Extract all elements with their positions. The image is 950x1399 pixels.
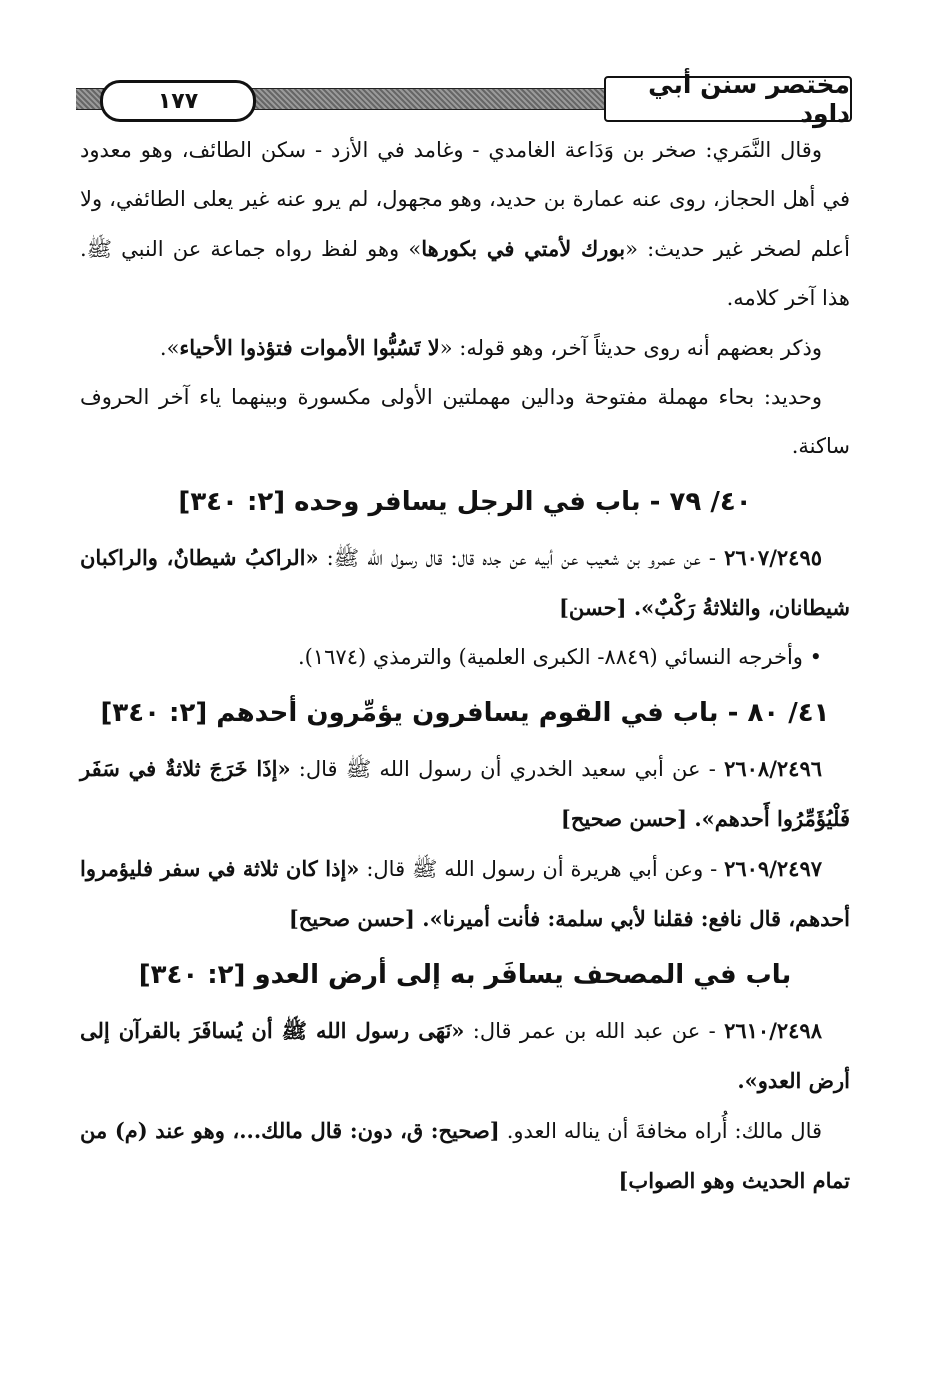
hadith-2610: ٢٦١٠/٢٤٩٨ - عن عبد الله بن عمر قال: «نَهَى رسول الله ﷺ أن يُسافَرَ بالقرآن إلى أرض العدو». xyxy=(80,1018,850,1093)
hadith-matn: «الراكبُ شيطانٌ، والراكبان شيطانان، والثلاثةُ رَكْبٌ». [حسن] xyxy=(80,545,850,620)
grading-note: [صحيح: ق، دون: قال مالك...، وهو عند (م) من تمام الحديث وهو الصواب] xyxy=(80,1118,850,1193)
chapter-heading-80: ٤١/ ٨٠ - باب في القوم يسافرون يؤمِّرون أحدهم [٢: ٣٤٠] xyxy=(100,698,830,728)
takhrij-note: • وأخرجه النسائي (٨٨٤٩- الكبرى العلمية) والترمذي (١٦٧٤). xyxy=(297,645,822,669)
quoted-hadith: لا تَسُبُّوا الأموات فتؤذوا الأحياء xyxy=(179,335,440,360)
hadith-matn: «إذا كان ثلاثة في سفر فليؤمروا أحدهم، قال نافع: فقلنا لأبي سلمة: فأنت أميرنا». [حسن صحيح] xyxy=(80,856,850,931)
book-title xyxy=(604,70,852,128)
hadith-2609: ٢٦٠٩/٢٤٩٧ - وعن أبي هريرة أن رسول الله ﷺ قال: «إذا كان ثلاثة في سفر فليؤمروا أحدهم، قال نافع: فقلنا لأبي سلمة: فأنت أميرنا». [حسن صحيح] xyxy=(80,856,850,931)
chapter-heading-mushaf: باب في المصحف يسافَر به إلى أرض العدو [٢: ٣٤٠] xyxy=(138,960,792,990)
hadith-2607: ٢٦٠٧/٢٤٩٥ - عن عمرو بن شعيب عن أبيه عن جده قال: قال رسول الله ﷺ: «الراكبُ شيطانٌ، والراكبان شيطانان، والثلاثةُ رَكْبٌ». [حسن] xyxy=(80,545,850,620)
page-content xyxy=(80,126,850,1206)
paragraph-namari: وقال النَّمَري: صخر بن وَدَاعة الغامدي - وغامد في الأزد - سكن الطائف، وهو معدود في أهل الحجاز، روى عنه عمارة بن حديد، وهو مجهول، لم يرو عنه غير يعلى الطائفي، ولا أعلم لصخر غير حديث: «بورك لأمتي في بكورها» وهو لفظ رواه جماعة عن النبي ﷺ. هذا آخر كلامه. xyxy=(80,138,851,310)
page-number xyxy=(100,80,256,122)
hadith-number: ٢٦١٠/٢٤٩٨ xyxy=(724,1018,822,1043)
page-header xyxy=(76,70,852,128)
hadith-number: ٢٦٠٩/٢٤٩٧ xyxy=(724,856,822,881)
hadith-matn: «نَهَى رسول الله ﷺ أن يُسافَرَ بالقرآن إلى أرض العدو». xyxy=(80,1018,850,1093)
hadith-number: ٢٦٠٨/٢٤٩٦ xyxy=(724,756,822,781)
hadith-number: ٢٦٠٧/٢٤٩٥ xyxy=(724,545,822,570)
hadith-2608: ٢٦٠٨/٢٤٩٦ - عن أبي سعيد الخدري أن رسول الله ﷺ قال: «إذَا خَرَجَ ثلاثةٌ في سَفَر فَلْيُؤَمِّرُوا أَحدهم». [حسن صحيح] xyxy=(80,756,850,831)
malik-comment: قال مالك: أُراه مخافةَ أن يناله العدو. [صحيح: ق، دون: قال مالك...، وهو عند (م) من تمام الحديث وهو الصواب] xyxy=(80,1118,850,1193)
page-number-text: ١٧٧ xyxy=(157,88,199,114)
quoted-hadith: بورك لأمتي في بكورها xyxy=(421,236,626,261)
book-title-text: مختصر سنن أبي داود xyxy=(648,70,850,128)
chapter-heading-79: ٤٠/ ٧٩ - باب في الرجل يسافر وحده [٢: ٣٤٠] xyxy=(178,487,752,517)
paragraph-hadid-spelling: وحديد: بحاء مهملة مفتوحة ودالين مهملتين الأولى مكسورة وبينهما ياء آخر الحروف ساكنة. xyxy=(80,385,850,458)
hadith-matn: «إذَا خَرَجَ ثلاثةٌ في سَفَر فَلْيُؤَمِّرُوا أَحدهم». [حسن صحيح] xyxy=(80,756,850,831)
paragraph-other-hadith: وذكر بعضهم أنه روى حديثاً آخر، وهو قوله: «لا تَسُبُّوا الأموات فتؤذوا الأحياء». xyxy=(159,335,822,360)
